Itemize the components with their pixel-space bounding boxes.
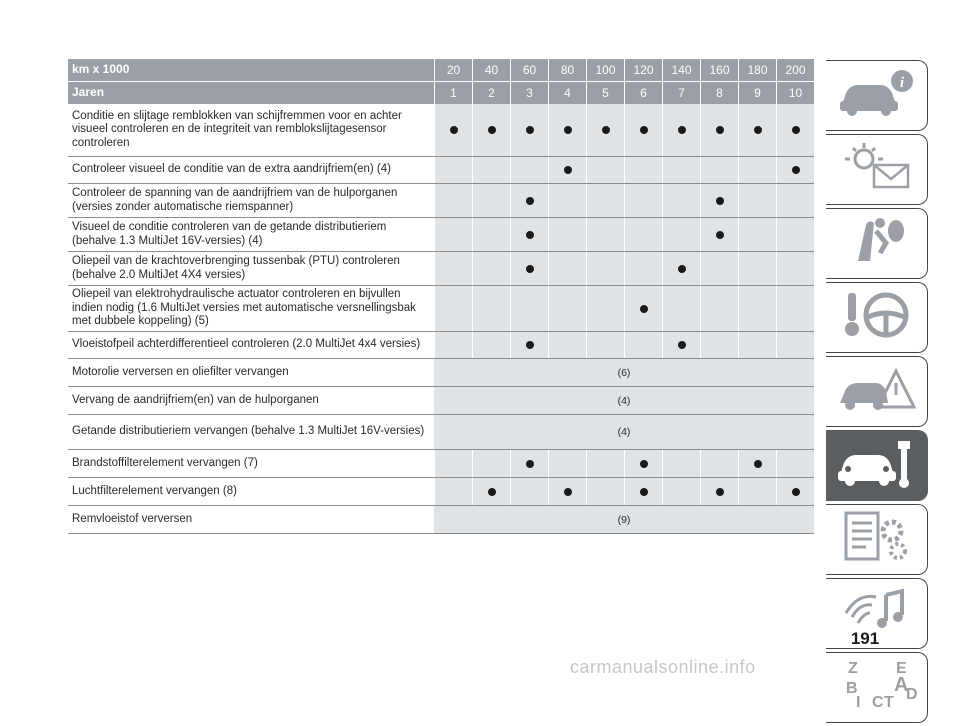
svg-text:I: I (855, 694, 860, 711)
years-header-cell: 3 (510, 82, 548, 104)
document-gears-icon (836, 509, 918, 570)
table-cell (510, 286, 548, 331)
table-cell (434, 332, 472, 358)
airbag-seat-icon (836, 213, 918, 274)
table-cell (738, 286, 776, 331)
service-dot-icon (640, 488, 648, 496)
svg-text:E: E (895, 660, 907, 677)
table-cell (586, 450, 624, 477)
page-number: 191 (850, 629, 880, 648)
table-cell (624, 184, 662, 217)
table-cell (776, 252, 814, 285)
km-header-cell: 80 (548, 59, 586, 81)
table-cell (624, 252, 662, 285)
table-cell (510, 450, 548, 477)
row-cells (434, 218, 814, 251)
row-label: Motorolie verversen en oliefilter vervangen (72, 365, 289, 378)
years-header-cell: 2 (472, 82, 510, 104)
row-label: Oliepeil van de krachtoverbrenging tussenbak (PTU) controleren (behalve 2.0 MultiJet 4X4 versies) (72, 255, 400, 281)
table-row (68, 252, 814, 286)
svg-text:Z: Z (847, 660, 858, 677)
svg-text:i: i (899, 75, 904, 91)
row-label: Brandstoffilterelement vervangen (7) (72, 456, 258, 469)
table-cell (776, 450, 814, 477)
service-dot-icon (488, 126, 496, 134)
km-header-cell: 180 (738, 59, 776, 81)
km-header-cell: 140 (662, 59, 700, 81)
table-row (68, 450, 814, 478)
table-cell (776, 184, 814, 217)
km-header-cells (434, 59, 814, 81)
service-dot-icon (792, 166, 800, 174)
maintenance-schedule-table (68, 59, 814, 534)
table-cell (776, 332, 814, 358)
table-cell (434, 218, 472, 251)
table-row (68, 157, 814, 184)
row-label: Controleer de spanning van de aandrijfriem van de hulporganen (versies zonder automatische riemspanner) (72, 187, 398, 213)
table-cell (738, 184, 776, 217)
years-header-cell: 9 (738, 82, 776, 104)
table-cell (662, 332, 700, 358)
service-dot-icon (526, 265, 534, 273)
table-cell (434, 252, 472, 285)
service-dot-icon (526, 126, 534, 134)
table-cell (700, 332, 738, 358)
years-header-cells (434, 82, 814, 104)
years-header-cell: 4 (548, 82, 586, 104)
chapter-tab[interactable] (826, 282, 928, 353)
service-dot-icon (564, 488, 572, 496)
service-dot-icon (640, 126, 648, 134)
service-dot-icon (602, 126, 610, 134)
row-cells (434, 184, 814, 217)
table-row (68, 184, 814, 218)
table-row (68, 332, 814, 359)
table-cell (510, 157, 548, 183)
table-row (68, 286, 814, 332)
table-cell (586, 478, 624, 505)
table-row (68, 506, 814, 534)
svg-text:A: A (893, 674, 908, 696)
service-dot-icon (526, 341, 534, 349)
row-label: Oliepeil van elektrohydraulische actuator controleren en bijvullen indien nodig (1.6 MultiJet versies met automatische versnellingsbak met dubbele koppeling) (5) (72, 288, 416, 328)
table-cell (434, 478, 472, 505)
table-cell (548, 184, 586, 217)
service-dot-icon (564, 126, 572, 134)
table-cell (510, 184, 548, 217)
chapter-tab[interactable] (826, 356, 928, 427)
interval-note: (4) (434, 415, 814, 449)
table-cell (548, 218, 586, 251)
chapter-tab[interactable] (826, 652, 928, 723)
table-cell (434, 104, 472, 156)
km-header-cell: 160 (700, 59, 738, 81)
table-cell (776, 218, 814, 251)
row-cells (434, 359, 814, 386)
service-dot-icon (564, 166, 572, 174)
table-row (68, 387, 814, 415)
row-label: Luchtfilterelement vervangen (8) (72, 484, 237, 497)
table-cell (510, 478, 548, 505)
table-cell (472, 184, 510, 217)
years-header-cell: 7 (662, 82, 700, 104)
table-cell (662, 184, 700, 217)
car-wrench-icon (836, 435, 918, 496)
table-cell (548, 332, 586, 358)
row-cells (434, 104, 814, 156)
service-dot-icon (792, 126, 800, 134)
row-label: Conditie en slijtage remblokken van schijfremmen voor en achter visueel controleren en de integriteit van remblokslijtagesensor controleren (72, 109, 402, 149)
table-cell (624, 450, 662, 477)
car-crash-warning-icon (836, 361, 918, 422)
table-cell (738, 332, 776, 358)
table-cell (700, 478, 738, 505)
watermark: carmanualsonline.info (570, 657, 756, 677)
km-header-cell: 100 (586, 59, 624, 81)
table-cell (510, 104, 548, 156)
interval-note: (4) (434, 387, 814, 414)
table-cell (586, 184, 624, 217)
car-info-icon (836, 65, 918, 126)
table-cell (586, 104, 624, 156)
row-cells (434, 387, 814, 414)
service-dot-icon (640, 305, 648, 313)
chapter-tab[interactable] (826, 208, 928, 279)
table-cell (434, 184, 472, 217)
row-label: Vervang de aandrijfriem(en) van de hulporganen (72, 393, 319, 406)
table-cell (586, 286, 624, 331)
table-cell (548, 252, 586, 285)
table-cell (434, 450, 472, 477)
service-dot-icon (678, 341, 686, 349)
table-cell (624, 218, 662, 251)
service-dot-icon (754, 460, 762, 468)
service-dot-icon (640, 460, 648, 468)
years-header-cell: 8 (700, 82, 738, 104)
table-cell (472, 104, 510, 156)
service-dot-icon (526, 197, 534, 205)
table-cell (738, 157, 776, 183)
years-header-cell: 1 (434, 82, 472, 104)
service-dot-icon (450, 126, 458, 134)
table-cell (662, 478, 700, 505)
table-cell (662, 218, 700, 251)
row-cells (434, 286, 814, 331)
table-body (68, 104, 814, 534)
table-cell (472, 252, 510, 285)
table-cell (662, 286, 700, 331)
table-cell (738, 478, 776, 505)
chapter-tab[interactable] (826, 60, 928, 131)
warning-light-envelope-icon (836, 139, 918, 200)
table-cell (776, 104, 814, 156)
km-header-cell: 40 (472, 59, 510, 81)
row-cells (434, 506, 814, 533)
table-row (68, 104, 814, 157)
svg-text:T: T (883, 694, 894, 711)
row-label: Vloeistofpeil achterdifferentieel controleren (2.0 MultiJet 4x4 versies) (72, 338, 421, 351)
row-label: Getande distributieriem vervangen (behalve 1.3 MultiJet 16V-versies) (72, 425, 425, 438)
table-cell (434, 286, 472, 331)
table-cell (738, 252, 776, 285)
table-row (68, 415, 814, 450)
table-cell (624, 478, 662, 505)
table-row (68, 478, 814, 506)
table-cell (472, 478, 510, 505)
table-cell (472, 332, 510, 358)
svg-text:D: D (905, 686, 918, 703)
row-cells (434, 157, 814, 183)
service-dot-icon (716, 197, 724, 205)
years-header-row (68, 81, 814, 104)
service-dot-icon (716, 231, 724, 239)
row-label: Controleer visueel de conditie van de extra aandrijfriem(en) (4) (72, 163, 391, 176)
table-cell (548, 478, 586, 505)
years-header-label: Jaren (72, 85, 105, 100)
km-header-cell: 20 (434, 59, 472, 81)
years-header-cell: 10 (776, 82, 814, 104)
chapter-tabs (826, 60, 928, 726)
table-cell (738, 218, 776, 251)
service-dot-icon (716, 126, 724, 134)
svg-text:B: B (845, 680, 858, 697)
table-cell (700, 450, 738, 477)
table-cell (624, 286, 662, 331)
chapter-tab[interactable] (826, 430, 928, 501)
table-cell (700, 218, 738, 251)
table-cell (510, 218, 548, 251)
service-dot-icon (754, 126, 762, 134)
service-dot-icon (526, 231, 534, 239)
table-cell (586, 332, 624, 358)
service-dot-icon (526, 460, 534, 468)
service-dot-icon (792, 488, 800, 496)
table-cell (548, 286, 586, 331)
table-cell (472, 450, 510, 477)
chapter-tab[interactable] (826, 134, 928, 205)
km-header-label: km x 1000 (72, 62, 130, 77)
row-cells (434, 450, 814, 477)
svg-text:C: C (871, 694, 884, 711)
table-cell (624, 157, 662, 183)
table-cell (738, 450, 776, 477)
table-cell (700, 286, 738, 331)
table-cell (624, 104, 662, 156)
table-cell (472, 286, 510, 331)
table-cell (586, 218, 624, 251)
row-label: Remvloeistof verversen (72, 512, 193, 525)
chapter-tab[interactable] (826, 504, 928, 575)
table-cell (662, 252, 700, 285)
table-cell (624, 332, 662, 358)
km-header-cell: 120 (624, 59, 662, 81)
interval-note: (9) (434, 506, 814, 533)
table-cell (700, 104, 738, 156)
years-header-cell: 5 (586, 82, 624, 104)
service-dot-icon (716, 488, 724, 496)
table-row (68, 218, 814, 252)
table-cell (548, 157, 586, 183)
table-cell (776, 478, 814, 505)
table-cell (776, 157, 814, 183)
interval-note: (6) (434, 359, 814, 386)
table-cell (472, 218, 510, 251)
row-cells (434, 332, 814, 358)
table-cell (472, 157, 510, 183)
table-cell (586, 252, 624, 285)
table-cell (434, 157, 472, 183)
table-cell (586, 157, 624, 183)
service-dot-icon (488, 488, 496, 496)
row-cells (434, 252, 814, 285)
table-cell (548, 450, 586, 477)
km-header-cell: 60 (510, 59, 548, 81)
service-dot-icon (678, 126, 686, 134)
table-cell (662, 157, 700, 183)
row-label: Visueel de conditie controleren van de getande distributieriem (behalve 1.3 MultiJet 16V-versies) (4) (72, 221, 387, 247)
table-cell (662, 450, 700, 477)
alphabet-index-icon (836, 657, 918, 718)
table-row (68, 359, 814, 387)
km-header-row (68, 59, 814, 81)
key-steering-wheel-icon (836, 287, 918, 348)
table-cell (662, 104, 700, 156)
table-cell (548, 104, 586, 156)
table-cell (700, 184, 738, 217)
row-cells (434, 415, 814, 449)
service-dot-icon (678, 265, 686, 273)
table-cell (510, 332, 548, 358)
table-cell (700, 157, 738, 183)
table-cell (776, 286, 814, 331)
table-cell (700, 252, 738, 285)
row-cells (434, 478, 814, 505)
years-header-cell: 6 (624, 82, 662, 104)
table-cell (738, 104, 776, 156)
table-cell (510, 252, 548, 285)
km-header-cell: 200 (776, 59, 814, 81)
